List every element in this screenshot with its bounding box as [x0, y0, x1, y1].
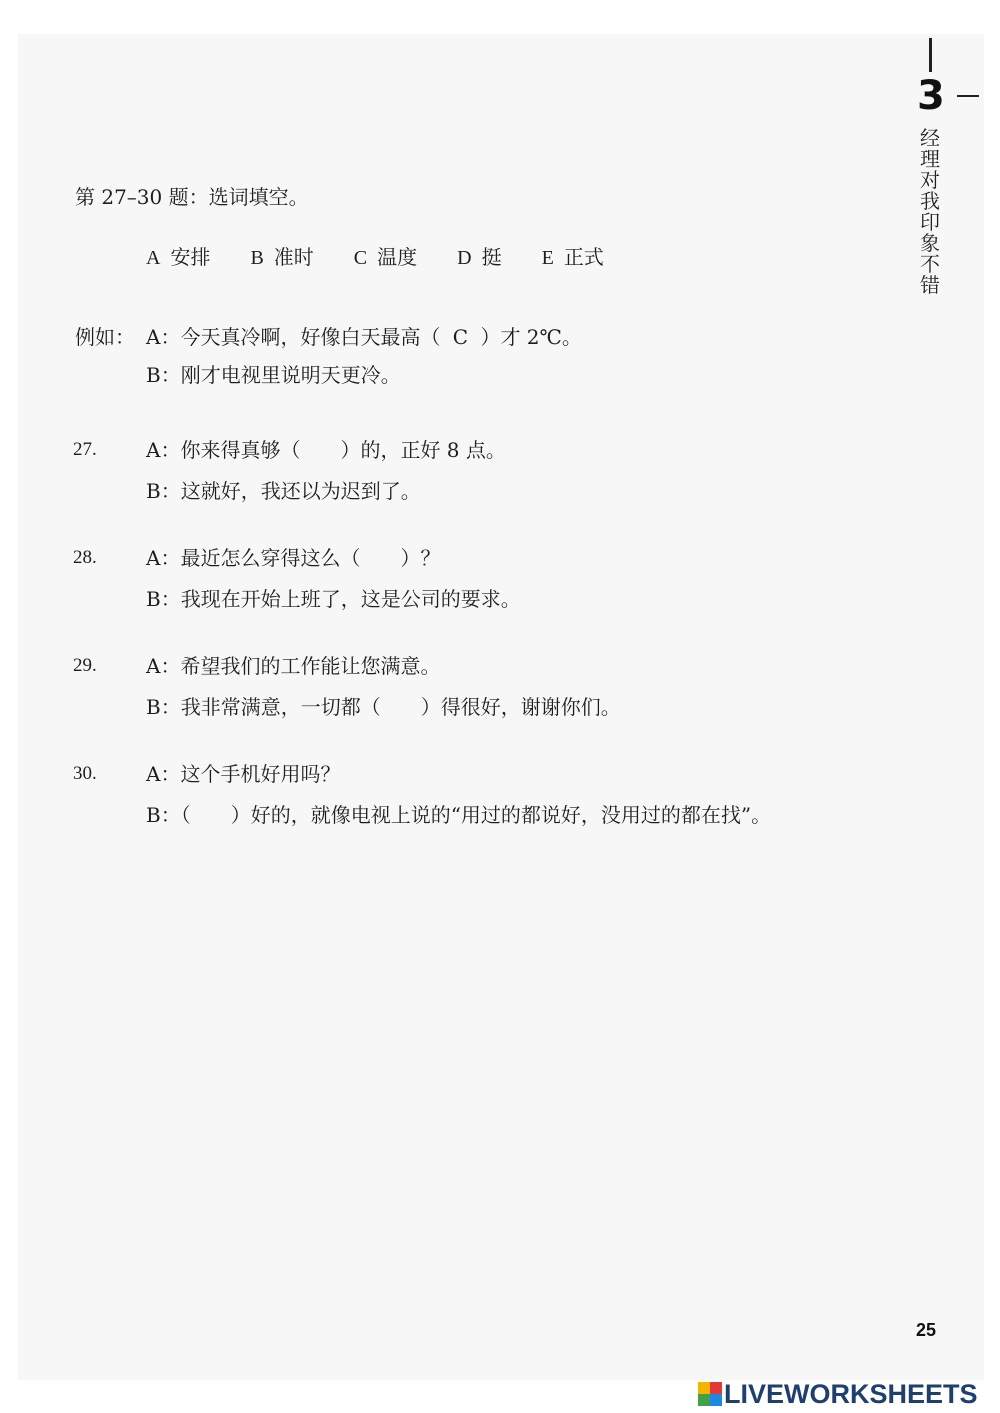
lesson-title: 经理对我印象不错	[920, 126, 940, 297]
instruction-heading: 第 27–30 题：选词填空。	[75, 185, 309, 209]
example-a-prefix: A：今天真冷啊，好像白天最高（	[146, 325, 441, 349]
logo-mark-icon	[698, 1382, 722, 1406]
sidebar-dash	[957, 95, 979, 97]
question-number: 30.	[73, 763, 97, 784]
word-options	[146, 244, 644, 271]
option-letter: C	[353, 247, 368, 269]
word-option	[250, 244, 313, 271]
line-text: A：你来得真够（	[146, 438, 301, 462]
example-answer: C	[452, 325, 469, 349]
option-word: 安排	[170, 245, 211, 269]
question-27-line-a	[146, 437, 506, 463]
line-text: ）好的，就像电视上说的“用过的都说好，没用过的都在找”。	[230, 803, 772, 827]
line-text: ）得很好，谢谢你们。	[420, 695, 621, 719]
word-option	[146, 244, 210, 271]
example-line-a	[146, 324, 582, 350]
question-28-line-a	[146, 545, 440, 571]
example-line-b: B：刚才电视里说明天更冷。	[146, 363, 401, 387]
line-text: ）的，正好 8 点。	[340, 438, 506, 462]
lesson-number: 3	[917, 73, 945, 119]
option-word: 温度	[377, 245, 418, 269]
question-number: 29.	[73, 655, 97, 676]
question-28-line-b	[146, 586, 521, 612]
word-option	[354, 244, 417, 271]
sidebar-vertical-rule	[929, 38, 932, 72]
line-text: B：我非常满意，一切都（	[146, 695, 381, 719]
option-word: 准时	[273, 245, 314, 269]
option-letter: A	[146, 247, 161, 269]
example-label: 例如：	[75, 325, 135, 349]
line-text: B：（	[146, 803, 191, 827]
option-letter: B	[250, 247, 264, 269]
question-30-line-a	[146, 761, 340, 787]
page-number: 25	[916, 1320, 937, 1340]
option-letter: E	[541, 247, 554, 269]
option-word: 挺	[481, 245, 502, 269]
option-word: 正式	[563, 245, 604, 269]
word-option	[542, 244, 604, 271]
question-30-line-b	[146, 802, 771, 828]
line-text: A：这个手机好用吗？	[146, 762, 341, 786]
word-option	[457, 244, 501, 271]
question-number: 27.	[73, 439, 97, 460]
question-number: 28.	[73, 547, 97, 568]
question-29-line-a	[146, 653, 440, 679]
line-text: B：这就好，我还以为迟到了。	[146, 479, 421, 503]
option-letter: D	[457, 247, 472, 269]
example-a-suffix: ）才 2℃。	[480, 325, 582, 349]
question-29-line-b	[146, 694, 621, 720]
line-text: A：最近怎么穿得这么（	[146, 546, 361, 570]
line-text: ）？	[400, 546, 441, 570]
line-text: B：我现在开始上班了，这是公司的要求。	[146, 587, 521, 611]
question-27-line-b	[146, 478, 421, 504]
watermark-text: LIVEWORKSHEETS	[724, 1378, 978, 1409]
line-text: A：希望我们的工作能让您满意。	[146, 654, 441, 678]
liveworksheets-logo	[698, 1379, 978, 1409]
